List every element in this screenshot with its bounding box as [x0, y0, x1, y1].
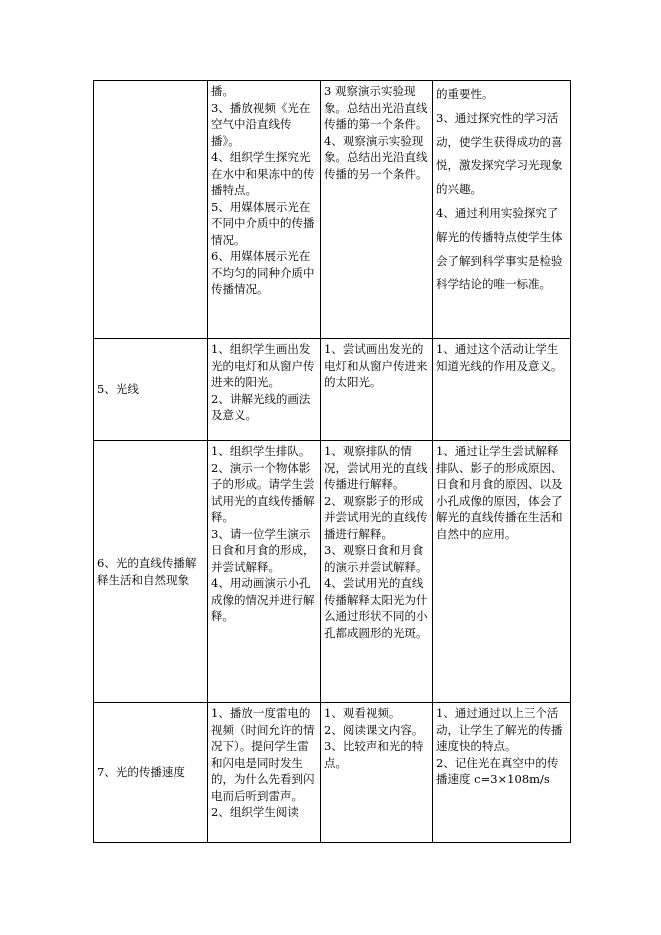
teacher-step: 1、播放一度雷电的视频（时间允许的情况下）。提问学生雷和闪电是同时发生的，为什么先看到闪电而后听到雷声。	[211, 706, 315, 803]
teacher-step: 3、播放视频《光在空气中沿直线传播》。	[211, 100, 311, 148]
goal-item: 4、通过利用实验探究了解光的传播特点使学生体会了解到科学事实是检验科学结论的唯一标准。	[436, 205, 563, 292]
topic-cell: 7、光的传播速度	[94, 703, 208, 843]
student-step: 1、尝试画出发光的电灯和从窗户传进来的太阳光。	[324, 342, 428, 389]
goal-cell	[433, 81, 571, 339]
table-row	[94, 339, 571, 441]
student-activity-cell	[321, 81, 433, 339]
lesson-plan-table	[93, 80, 571, 843]
topic-cell	[94, 81, 208, 339]
goal-item: 1、通过让学生尝试解释排队、影子的形成原因、日食和月食的原因、以及小孔成像的原因，体会了解光的直线传播在生活和自然中的应用。	[436, 444, 563, 541]
student-activity-cell	[321, 441, 433, 703]
student-step: 1、观察排队的情况，尝试用光的直线传播进行解释。	[324, 444, 428, 491]
teacher-step: 5、用媒体展示光在不同中介质中的传播情况。	[211, 199, 315, 247]
student-step: 3、比较声和光的特点。	[324, 739, 424, 770]
table-row	[94, 703, 571, 843]
goal-cell	[433, 441, 571, 703]
table-row	[94, 441, 571, 703]
student-step: 4、尝试用光的直线传播解释太阳光为什么通过形状不同的小孔都成圆形的光斑。	[324, 576, 428, 640]
student-step: 2、阅读课文内容。	[324, 722, 424, 737]
student-activity-cell	[321, 703, 433, 843]
student-step: 2、观察影子的形成并尝试用光的直线传播进行解释。	[324, 493, 428, 541]
goal-item: 3、通过探究性的学习活动，使学生获得成功的喜悦，激发探究学习光现象的兴趣。	[436, 110, 563, 197]
goal-item: 1、通过这个活动让学生知道光线的作用及意义。	[436, 342, 563, 373]
teacher-activity-cell	[208, 441, 321, 703]
teacher-step: 播。	[211, 84, 234, 98]
topic-cell: 6、光的直线传播解释生活和自然现象	[94, 441, 208, 703]
teacher-activity-cell	[208, 339, 321, 441]
goal-item: 2、记住光在真空中的传播速度 c=3×108m/s	[436, 755, 559, 786]
goal-cell	[433, 703, 571, 843]
teacher-step: 2、讲解光线的画法及意义。	[211, 391, 311, 422]
student-step: 3 观察演示实验现象。总结出光沿直线传播的第一个条件。	[324, 84, 428, 131]
teacher-step: 4、用动画演示小孔成像的情况并进行解释。	[211, 576, 315, 623]
goal-item: 的重要性。	[436, 87, 494, 101]
teacher-step: 3、请一位学生演示日食和月食的形成，并尝试解释。	[211, 526, 315, 574]
teacher-step: 4、组织学生探究光在水中和果冻中的传播特点。	[211, 150, 315, 197]
goal-cell	[433, 339, 571, 441]
teacher-activity-cell	[208, 703, 321, 843]
goal-item: 1、通过通过以上三个活动，让学生了解光的传播速度快的特点。	[436, 706, 563, 753]
teacher-step: 1、组织学生画出发光的电灯和从窗户传进来的阳光。	[211, 342, 315, 389]
teacher-step: 6、用媒体展示光在不均匀的同种介质中传播情况。	[211, 249, 315, 296]
student-step: 4、观察演示实验现象。总结出光沿直线传播的另一个条件。	[324, 133, 428, 181]
teacher-step: 1、组织学生排队。	[211, 444, 311, 458]
table-row	[94, 81, 571, 339]
student-step: 1、观看视频。	[324, 706, 401, 720]
student-step: 3、观察日食和月食的演示并尝试解释。	[324, 543, 428, 574]
student-activity-cell	[321, 339, 433, 441]
teacher-step: 2、演示一个物体影子的形成。请学生尝试用光的直线传播解释。	[211, 460, 315, 524]
topic-cell: 5、光线	[94, 339, 208, 441]
teacher-activity-cell	[208, 81, 321, 339]
teacher-step: 2、组织学生阅读	[211, 805, 299, 819]
